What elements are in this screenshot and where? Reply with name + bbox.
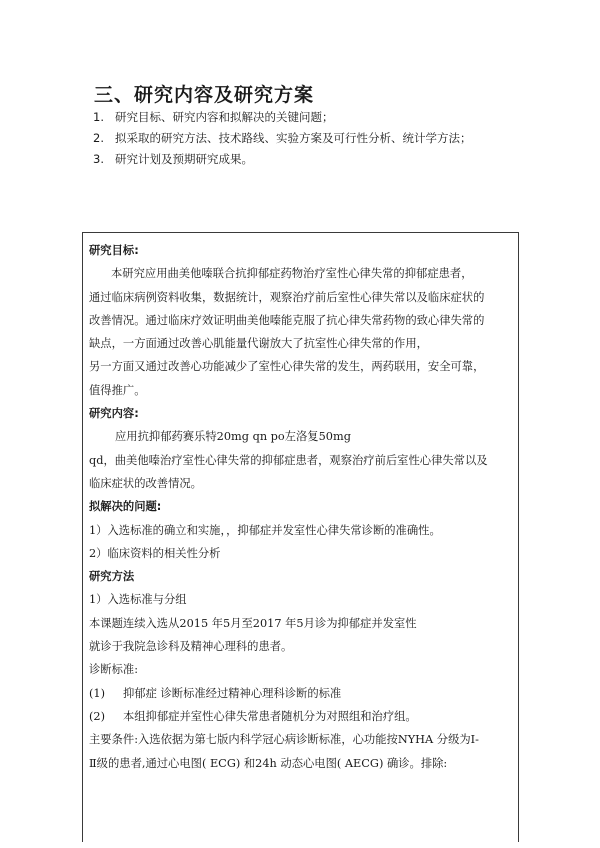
- goal-line: 通过临床病例资料收集，数据统计，观察治疗前后室性心律失常以及临床症状的: [89, 290, 485, 304]
- outline-number: 1.: [93, 110, 104, 124]
- criteria-text: 抑郁症 诊断标准经过精神心理科诊断的标准: [123, 686, 342, 700]
- criteria-item: [89, 682, 512, 705]
- goal-line: 另一方面又通过改善心功能减少了室性心律失常的发生，两药联用，安全可靠，: [89, 360, 485, 374]
- method-line: 本课题连续入选从2015 年5月至2017 年5月诊为抑郁症并发室性: [89, 616, 417, 630]
- section-heading: 三、研究内容及研究方案: [94, 84, 315, 106]
- goal-line: 缺点，一方面通过改善心肌能量代谢放大了抗室性心律失常的作用，: [89, 337, 428, 351]
- method-line: 就诊于我院急诊科及精神心理科的患者。: [89, 640, 293, 654]
- outline-item: [93, 128, 472, 149]
- problems-line: 1）入选标准的确立和实施，，抑郁症并发室性心律失常诊断的准确性。: [89, 523, 441, 537]
- outline-text: 研究目标、研究内容和拟解决的关键问题；: [115, 110, 334, 124]
- criteria-number: (1): [89, 686, 106, 700]
- outline-number: 2.: [93, 131, 104, 145]
- method-line: Ⅱ级的患者,通过心电图( ECG) 和24h 动态心电图( AECG) 确诊。排除:: [89, 756, 448, 770]
- method-title: 研究方法: [89, 570, 135, 584]
- outline-number: 3.: [93, 152, 104, 166]
- criteria-text: 本组抑郁症并室性心律失常患者随机分为对照组和治疗组。: [123, 709, 417, 723]
- method-line: 1）入选标准与分组: [89, 593, 187, 607]
- goal-line: 改善情况。通过临床疗效证明曲美他嗪能克服了抗心律失常药物的致心律失常的: [89, 313, 485, 327]
- goal-line: 值得推广。: [89, 383, 146, 397]
- content-line: 临床症状的改善情况。: [89, 476, 202, 490]
- criteria-item: [89, 705, 512, 728]
- goal-title: 研究目标:: [89, 244, 139, 257]
- outline-text: 拟采取的研究方法、技术路线、实验方案及可行性分析、统计学方法；: [115, 131, 472, 145]
- content-line: qd，曲美他嗪治疗室性心律失常的抑郁症患者，观察治疗前后室性心律失常以及: [89, 453, 488, 467]
- criteria-number: (2): [89, 709, 106, 723]
- content-line: 应用抗抑郁药赛乐特20mg qn po左洛复50mg: [115, 430, 351, 444]
- problems-line: 2）临床资料的相关性分析: [89, 546, 221, 560]
- outline-list: [93, 107, 472, 170]
- method-line: 诊断标准:: [89, 663, 138, 677]
- content-box: [82, 232, 519, 842]
- outline-item: [93, 149, 472, 170]
- goal-line: 本研究应用曲美他嗪联合抗抑郁症药物治疗室性心律失常的抑郁症患者，: [111, 267, 473, 281]
- outline-text: 研究计划及预期研究成果。: [115, 152, 253, 166]
- problems-title: 拟解决的问题:: [89, 500, 162, 514]
- method-line: 主要条件:入选依据为第七版内科学冠心病诊断标准，心功能按NYHA 分级为Ⅰ-: [89, 733, 479, 747]
- content-title: 研究内容:: [89, 407, 139, 421]
- outline-item: [93, 107, 472, 128]
